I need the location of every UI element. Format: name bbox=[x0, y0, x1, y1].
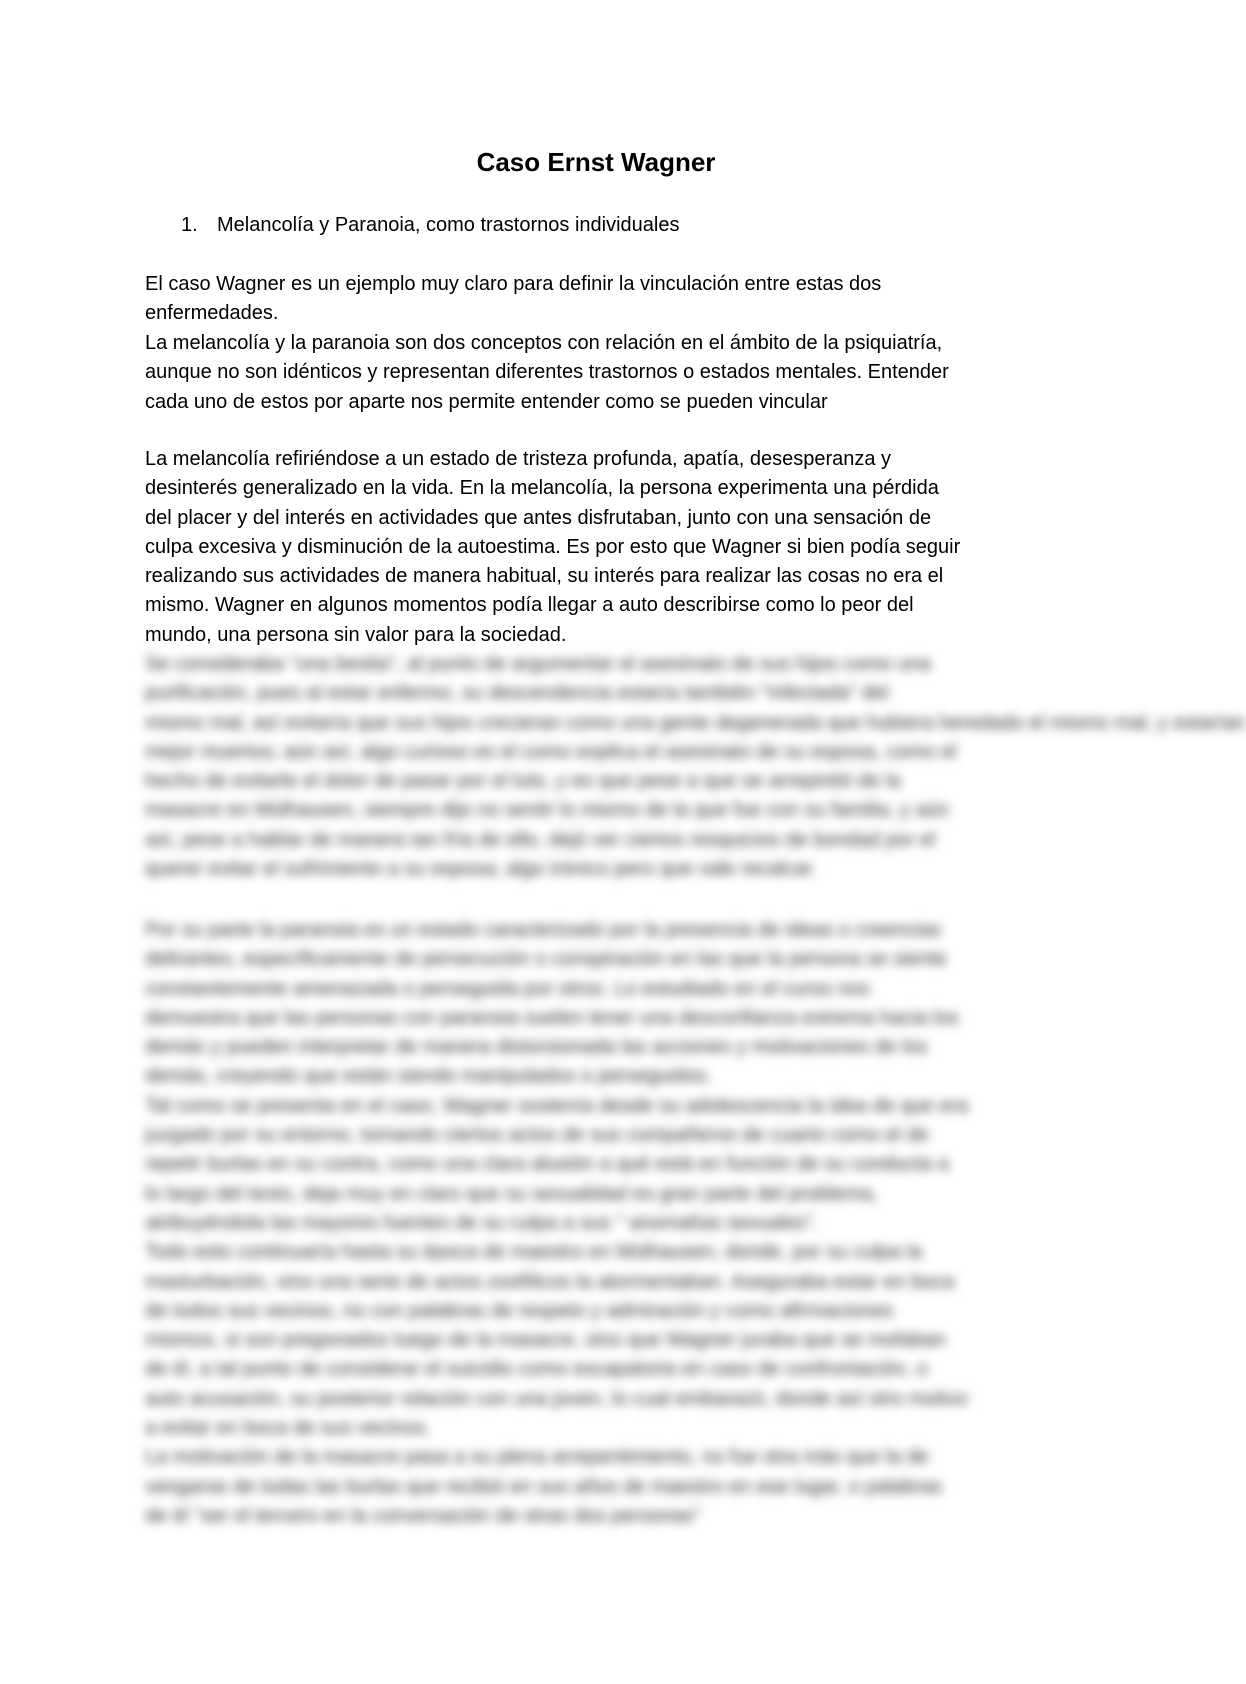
blurred-line: de él, a tal punto de considerar el suicidio como escapatoria en caso de confrontación, o bbox=[145, 1358, 928, 1381]
paragraph-concepts bbox=[145, 329, 1065, 417]
blurred-line: La motivación de la masacre pasa a su plena arrepentimiento, no fue otra más que la de bbox=[145, 1446, 929, 1469]
blurred-line: querer evitar el sufrimiento a su esposa; algo irónico pero que vale recalcar. bbox=[145, 858, 817, 881]
blurred-line: mejor muertos; aún así, algo curioso es el como explica el asesinato de su esposa, como el bbox=[145, 740, 957, 763]
paragraph-line: enfermedades. bbox=[145, 302, 279, 325]
list-number: 1. bbox=[181, 214, 198, 236]
paragraph-line: aunque no son idénticos y representan diferentes trastornos o estados mentales. Entender bbox=[145, 361, 949, 384]
numbered-list-item bbox=[181, 212, 679, 238]
paragraph-line: El caso Wagner es un ejemplo muy claro para definir la vinculación entre estas dos bbox=[145, 273, 882, 295]
paragraph-line: desinterés generalizado en la vida. En la melancolía, la persona experimenta una pérdida bbox=[145, 477, 939, 500]
paragraph-line: mundo, una persona sin valor para la sociedad. bbox=[145, 623, 567, 646]
document-title: Caso Ernst Wagner bbox=[476, 147, 716, 177]
blurred-line: mismos, si son pregonados luego de la masacre, sino que Wagner juraba que se mofaban bbox=[145, 1329, 946, 1352]
blurred-paragraph-1 bbox=[145, 650, 1246, 884]
blurred-line: así, pese a hablar de manera tan fría de ello, dejó ver ciertos resquicios de bondad por el bbox=[145, 828, 936, 851]
paragraph-line: mismo. Wagner en algunos momentos podía llegar a auto describirse como lo peor del bbox=[145, 594, 914, 617]
paragraph-line: La melancolía y la paranoia son dos conceptos con relación en el ámbito de la psiquiatría, bbox=[145, 332, 943, 354]
blurred-line: juzgado por su entorno, tomando ciertos actos de sus compañeros de cuarto como el de bbox=[145, 1124, 929, 1147]
blurred-line: constantemente amenazada o perseguida por otros. Lo estudiado en el curso nos bbox=[145, 977, 870, 1000]
blurred-line: Se consideraba "una bestia", al punto de argumentar el asesinato de sus hijos como una bbox=[145, 653, 931, 675]
blurred-line: purificación, pues al estar enfermo, su descendencia estaría también "infectada" del bbox=[145, 682, 889, 705]
blurred-line: Por su parte la paranoia es un estado caracterizado por la presencia de ideas o creencias bbox=[145, 919, 942, 941]
paragraph-line: del placer y del interés en actividades que antes disfrutaban, junto con una sensación de bbox=[145, 506, 932, 529]
blurred-line: hecho de evitarle el dolor de pasar por el luto, y es que pese a que se arrepintió de la bbox=[145, 770, 902, 793]
blurred-line: vengarse de todas las burlas que recibió en sus años de maestro en ese lugar, o palabras bbox=[145, 1475, 943, 1498]
blurred-line: mismo mal, así evitaría que sus hijos crecieran como una gente degenerada que hubiera heredado el mismo mal, y estarían bbox=[145, 711, 1246, 734]
blurred-line: de todos sus vecinos, no con palabras de respeto y admiración y como afirmaciones bbox=[145, 1299, 894, 1322]
blurred-line: demás, creyendo que están siendo manipulados o perseguidos. bbox=[145, 1065, 713, 1088]
blurred-line: Todo esto continuaría hasta su época de maestro en Mülhausen, donde, por su culpa la bbox=[145, 1241, 923, 1264]
paragraph-line: culpa excesiva y disminución de la autoestima. Es por esto que Wagner si bien podía seguir bbox=[145, 535, 961, 558]
paragraph-line: La melancolía refiriéndose a un estado de tristeza profunda, apatía, desesperanza y bbox=[145, 448, 892, 470]
paragraph-line: cada uno de estos por aparte nos permite entender como se pueden vincular bbox=[145, 390, 828, 413]
paragraph-melancholy bbox=[145, 445, 1065, 650]
blurred-line: demás y pueden interpretar de manera distorsionada las acciones y motivaciones de los bbox=[145, 1036, 928, 1059]
blurred-paragraph-2 bbox=[145, 916, 1065, 1531]
blurred-line: repetir burlas en su contra, como una clara alusión a qué está en función de su conducta a bbox=[145, 1153, 949, 1176]
blurred-line: masacre en Mülhausen, siempre dijo no sentir lo mismo de la que fue con su familia, y aún bbox=[145, 799, 949, 822]
paragraph-intro bbox=[145, 270, 1065, 329]
blurred-line: delirantes, específicamente de persecución o conspiración en las que la persona se siente bbox=[145, 948, 947, 971]
paragraph-line: realizando sus actividades de manera habitual, su interés para realizar las cosas no era el bbox=[145, 565, 944, 588]
blurred-line: a evitar en boca de sus vecinos. bbox=[145, 1417, 431, 1440]
blurred-line: masturbación, vino una serie de actos zoofílicos la atormentaban. Aseguraba estar en boca bbox=[145, 1270, 955, 1293]
blurred-line: atribuyéndola las mayores fuentes de su culpa a sus " anomalías sexuales". bbox=[145, 1211, 819, 1234]
blurred-line: lo largo del texto, deja muy en claro que su sexualidad es gran parte del problema, bbox=[145, 1182, 878, 1205]
blurred-line: demuestra que las personas con paranoia suelen tener una desconfianza extrema hacia los bbox=[145, 1006, 959, 1029]
blurred-line: auto acusación, su posterior relación con una joven, lo cual embarazó, donde así otro motivo bbox=[145, 1387, 968, 1410]
blurred-line: Tal como se presenta en el caso, Wagner sostenía desde su adolescencia la idea de que era bbox=[145, 1094, 969, 1117]
list-item-text: Melancolía y Paranoia, como trastornos individuales bbox=[217, 214, 680, 236]
blurred-line: de él "ser el tercero en la conversación de otras dos personas" bbox=[145, 1504, 701, 1527]
